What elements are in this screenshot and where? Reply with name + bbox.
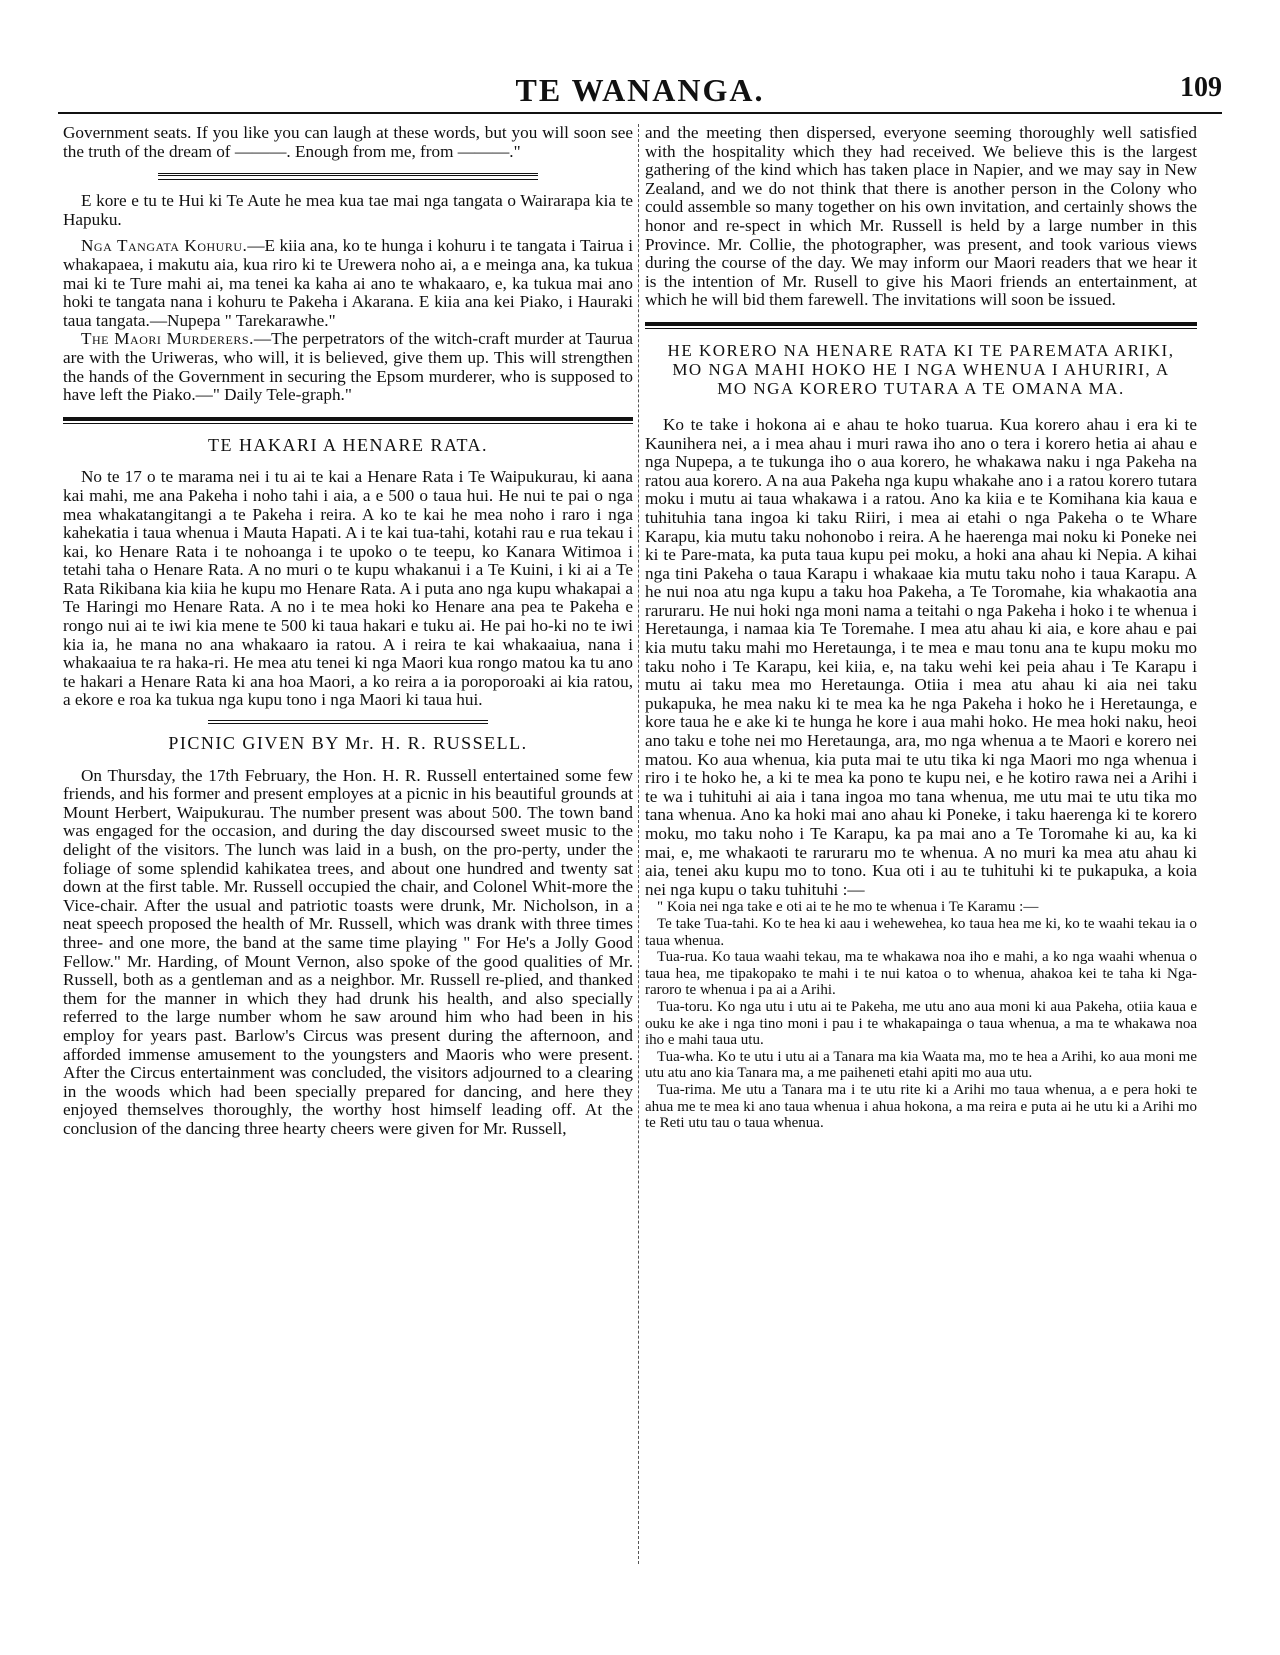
hakari-article: No te 17 o te marama nei i tu ai te kai a Henare Rata i Te Waipukurau, ki aana kai mahi, me ana Pakeha i noho tahi i aia, a e 500 o taua hui. He nui te pai o nga mea whakatangitangi a te Pakeha i reira. A ko te kai he mea noho i raro i nga kahekatia i taua whenua i Mauta Hapati. A i te kai tua-tahi, kotahi rau e rua tekau i kai, ko Henare Rata i te nohoanga i te upoko o te teepu, ko Kanara Witimoa i tetahi taha o Henare Rata. A no muri o te kupu whakanui i a Te Kuini, i ki ai a Te Rata Rikibana kia kiia he kupu mo Henare Rata. A i puta ano nga kupu whakapai a Te Haringi mo Henare Rata. A no i te mea hoki ko Henare ana pea te Pakeha e rongo nui ai te iwi kia mene te 500 ki taua hakari e tuku ai. He pai ho-ki no te iwi kia ia, he mana no ana whakaaro ia ratou. A i reira te kai whakaaiua, nana i whakaaiua te ra haka-ri. He mea atu tenei ki nga Maori kua rongo matou ka tu ano te hakari a Henare Rata ki ana hoa Maori, a ko reira a ia poroporoaki ai kia ratou, a ekore e roa ka tukua nga kupu tono i nga Maori ki taua hui. [63,467,633,710]
masthead [58,72,1222,112]
heavy-rule [645,322,1197,329]
korero-heading: HE KORERO NA HENARE RATA KI TE PAREMATA ARIKI, MO NGA MAHI HOKO HE I NGA WHENUA I AHURIRI, A MO NGA KORERO TUTARA A TE OMANA MA. [667,340,1175,398]
korero-article: Ko te take i hokona ai e ahau te hoko tuarua. Kua korero ahau i era ki te Kaunihera nei, a i mea ahau i muri rawa iho ano o tera i korero hetia ai ahau e nga Nupepa, a te tukunga iho o aua korero, he whakawa naku i nga Pakeha na ratou aua korero. A na aua Pakeha nga kupu whakahe ano i a ratou korero tutara moku i mutu ai taua whakawa i a ratou. Ano ka kiia e te Komihana kia kaua e tuhituhia tana ingoa ki taku Riiri, i mea ai etahi o nga Pakeha o te Whare Karapu, kia mutu taku nohonobo i reira. A he haerenga mai noku ki Poneke nei ki te Pare-mata, ka puta taua kupu pei moku, a hoki ana ahau ki Nepia. A kihai nga tini Pakeha o taua Karapu i whakaae kia mutu taku noho i taua Karapu. A he nui noa atu nga kupu a taku hoa Pakeha, a Te Toromahe, kia whakaotia ana raruraru. He nui hoki nga moni nama a teitahi o nga Pakeha i hoko i te whenua i Heretaunga, i namaa kia Te Toremahe. I mea atu ahau ki aia, e kore ahau e pai kia mutu taku mahi mo Heretaunga, i te mea e mau tonu ana te kupu moku mo taku noho i Te Karapu, kei kiia, e, na taku wehi kei peia ahau i Te Karapu i mutu ai taku mea mo Heretaunga. Otiia i mea atu ahau ki aia nei taku pukapuka, he mea naku ki te mea ka he nga Pakeha i hoko he i Heretaunga, e kore taua he e ake ki te hunga he kore i aua mahi hoko. He mea hoki naku, heoi ano taku e tohe nei mo Heretaunga, ara, mo nga whenua a te Maori e korero nei matou. Ko aua whenua, kia puta mai te utu tika ki nga Maori mo nga whenua i riro i te hoko he, a ki te mea ka pono te kupu nei, e he kotiro rawa nei a Arihi i te wa i tuhituhi ai aia i tana ingoa mo tana whenua, me utu mai te utu tika mo tana whenua. Ano ka hoki mai ano ahau ki Poneke, i taku haerenga ki te korero moku, mo taku noho i Te Karapu, ka pa mai ano a Te Toromahe ki au, ka ki mai, e, me whakaoti te raruraru mo te whenua. A no muri ka mea atu ahau ki aia, tenei aku kupu mo to tono. Kua oti i au te tuhituhi ki te pukapuka, a koia nei nga kupu o taku tuhituhi :— [645,414,1197,899]
nga-tangata-text: —E kiia ana, ko te hunga i kohuru i te tangata i Tairua i whakapaea, i makutu aia, kua riro ki te Urewera noho ai, a e meinga ana, ka tukua mai ki te Ture mahi ai, ma tenei ka kaha ai ano te whakaaro, e, ka tukua mai ano hoki te tangata nana i kohuru te Pakeha i Akarana. E kiia ana kei Piako, i Hauraki taua tangata.—Nupepa " Tarekarawhe." [63,236,633,330]
picnic-article: On Thursday, the 17th February, the Hon. H. R. Russell entertained some few friends, and his former and present employes at a picnic in his beautiful grounds at Mount Herbert, Waipukurau. The number present was about 500. The town band was engaged for the occasion, and during the day discoursed sweet music to the delight of the visitors. The lunch was laid in a bush, on the pro-perty, under the foliage of some splendid kahikatea trees, and about one hundred and twenty sat down at the first table. Mr. Russell occupied the chair, and Colonel Whit-more the Vice-chair. After the usual and patriotic toasts were drunk, Mr. Nicholson, in a neat speech proposed the health of Mr. Russell, which was drank with three times three- and one more, the band at the same time playing " For He's a Jolly Good Fellow." Mr. Harding, of Mount Vernon, also spoke of the good qualities of Mr. Russell, both as a gentleman and as a neighbor. Mr. Russell re-plied, and thanked them for the manner in which they had drunk his health, and also specially referred to the large number whom he saw around him who had been in his employ for years past. Barlow's Circus was present during the afternoon, and afforded immense amusement to the youngsters and Maoris who were present. After the Circus entertainment was concluded, the visitors adjourned to a clearing in the woods which had been specially prepared for dancing, and here they enjoyed themselves thoroughly, the worthy host himself leading off. At the conclusion of the dancing three hearty cheers were given for Mr. Russell, [63,765,633,1138]
page-number: 109 [1180,72,1222,103]
opening-paragraph: Government seats. If you like you can laugh at these words, but you will soon see the truth of the dream of ———. Enough from me, from ———." [63,123,633,161]
quote-item: Tua-toru. Ko nga utu i utu ai te Pakeha, me utu ano aua moni ki aua Pakeha, otiia kaua e ouku ke ake i nga tino moni i pau i te whakapainga o taua whenua, a ma te whakawa noa iho e mahi taua utu. [645,998,1197,1049]
quote-item: Tua-wha. Ko te utu i utu ai a Tanara ma kia Waata ma, mo te hea a Arihi, ko aua moni me utu atu ano kia Tanara ma, a me paiheneti etahi apiti mo aua utu. [645,1048,1197,1082]
maori-murderers-text: —The perpetrators of the witch-craft murder at Taurua are with the Uriweras, who will, it is believed, give them up. This will strengthen the hands of the Government in securing the Epsom murderer, who is supposed to have left the Piako.—" Daily Tele-graph." [63,329,633,405]
hui-notice: E kore e tu te Hui ki Te Aute he mea kua tae mai nga tangata o Wairarapa kia te Hapuku. [63,191,633,229]
masthead-rule [58,112,1222,114]
right-column [645,124,1197,1132]
quoted-terms [645,899,1197,1131]
hakari-heading: TE HAKARI A HENARE RATA. [207,434,489,455]
quote-intro: " Koia nei nga take e oti ai te he mo te whenua i Te Karamu :— [657,899,1039,916]
nga-tangata-paragraph [63,237,633,330]
maori-murderers-heading: The Maori Murderers. [81,329,254,349]
newspaper-title: TE WANANGA. [515,72,765,108]
column-divider [638,124,639,1564]
nga-tangata-heading: Nga Tangata Kohuru. [81,236,248,256]
quote-item: Tua-rua. Ko taua waahi tekau, ma te whakawa noa iho e mahi, a ko nga waahi whenua o taua hea, me tipakopako te mahi i te nui katoa o to whenua, ahakoa kei te taha ki Nga-raroro te whenua i pa ai a Arihi. [645,949,1197,999]
picnic-article-continued: and the meeting then dispersed, everyone seeming thoroughly well satisfied with the hospitality which they had received. We believe this is the largest gathering of the kind which has taken place in Napier, and we may say in New Zealand, and we do not think that there is another person in the Colony who could assemble so many together on his own invitation, and certainly shows the honor and re-spect in which Mr. Russell is held by a large number in this Province. Mr. Collie, the photographer, was present, and took various views during the course of the day. We may inform our Maori readers that we hear it is the intention of Mr. Rusell to give his Maori friends an entertainment, at which he will bid them farewell. The invitations will soon be issued. [645,123,1197,310]
article-rule [208,720,488,724]
quote-item: Te take Tua-tahi. Ko te hea ki aau i wehewehea, ko taua hea me ki, ko te waahi tekau ia o taua whenua. [645,915,1197,949]
left-column [63,124,633,1139]
quote-item: Tua-rima. Me utu a Tanara ma i te utu rite ki a Arihi mo taua whenua, a e pera hoki te ahua me te mea ki ano taua whenua i ahua hokona, a ma reira e puta ai he utu ki a Arihi mo te Reti utu tau o taua whenua. [645,1081,1197,1132]
section-rule [158,173,538,180]
maori-murderers-paragraph [63,330,633,404]
picnic-heading: PICNIC GIVEN BY Mr. H. R. RUSSELL. [168,733,528,754]
heavy-rule [63,417,633,424]
